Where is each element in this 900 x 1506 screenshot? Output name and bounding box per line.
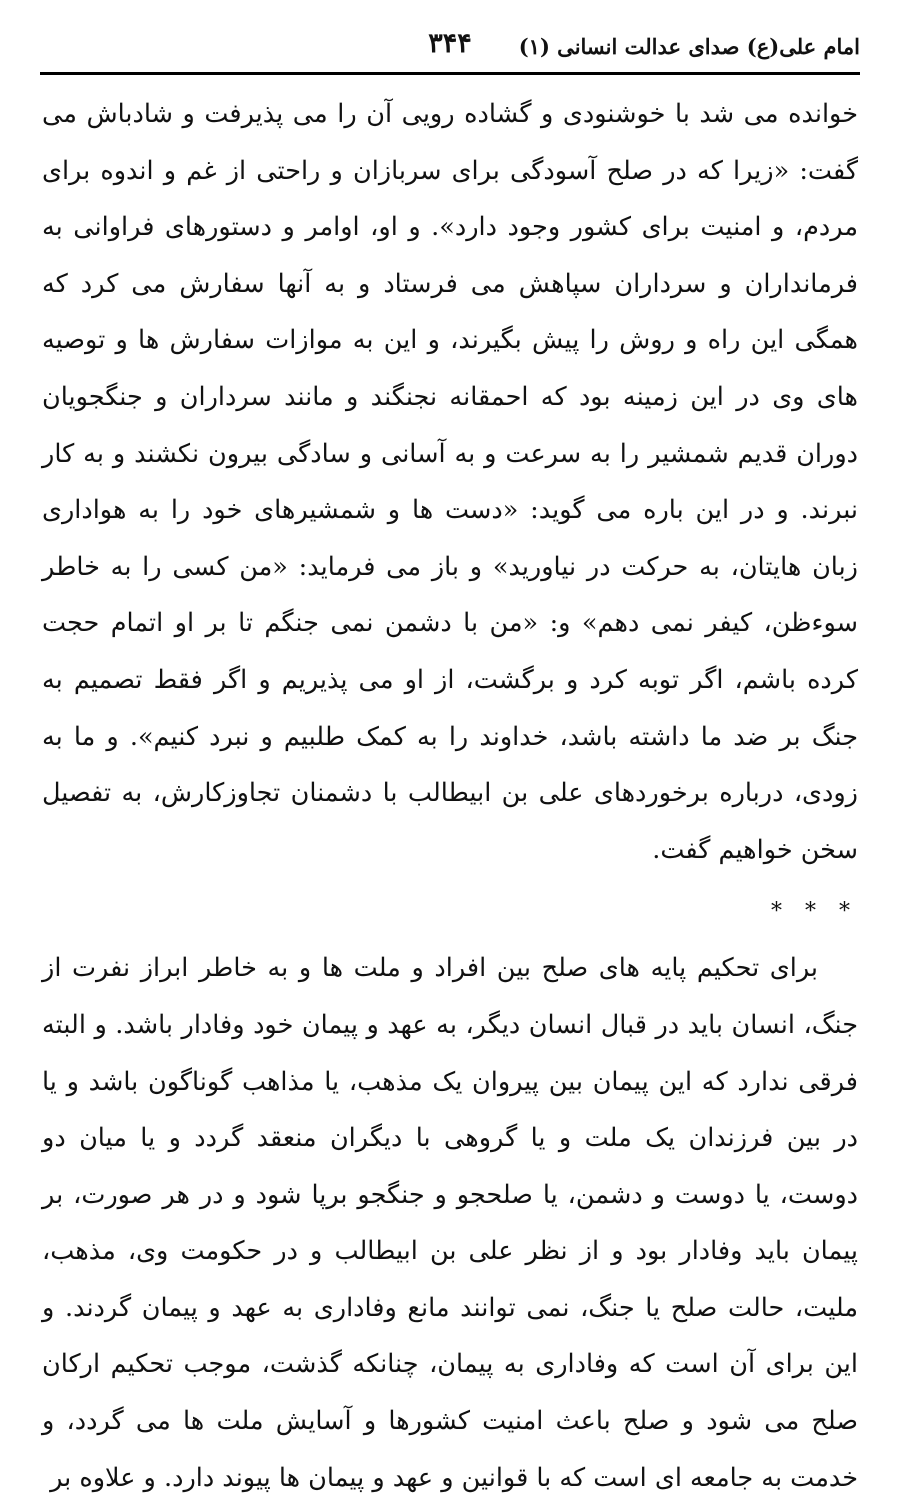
page-number: ۳۴۴ <box>428 28 472 59</box>
paragraph-2: برای تحکیم پایه های صلح بین افراد و ملت ها و به خاطر ابراز نفرت از جنگ، انسان باید در قبال انسان دیگر، به عهد و پیمان خود وفادار باشد. و البته فرقی ندارد که این پیمان بین پیروان یک مذهب، یا مذاهب گوناگون باشد و یا در بین فرزندان یک ملت و یا گروهی با دیگران منعقد گردد و یا میان دو دوست، یا دوست و دشمن، یا صلحجو و جنگجو برپا شود و در هر صورت، بر پیمان باید وفادار بود و از نظر علی بن ابیطالب و در حکومت وی، مذهب، ملیت، حالت صلح یا جنگ، نمی توانند مانع وفاداری به عهد و پیمان گردند. و این برای آن است که وفاداری به پیمان، چنانکه گذشت، موجب تحکیم ارکان صلح می شود و صلح باعث امنیت کشورها و آسایش ملت ها می گردد، و خدمت به جامعه ای است که با قوانین و عهد و پیمان ها پیوند دارد. و علاوه بر <box>42 953 858 1493</box>
book-title: امام علی(ع) صدای عدالت انسانی (۱) <box>518 34 860 59</box>
page-header <box>40 28 860 68</box>
section-separator: * * * <box>771 899 858 925</box>
header-divider <box>40 72 860 75</box>
paragraph-1: خوانده می شد با خوشنودی و گشاده رویی آن را می پذیرفت و شادباش می گفت: «زیرا که در صلح آسودگی برای سربازان و راحتی از غم و اندوه برای مردم، و امنیت برای کشور وجود دارد». و او، اوامر و دستورهای فراوانی به فرمانداران و سرداران سپاهش می فرستاد و به آنها سفارش می کرد که همگی این راه و روش را پیش بگیرند، و این به موازات سفارش ها و توصیه های وی در این زمینه بود که احمقانه نجنگند و مانند سرداران و جنگجویان دوران قدیم شمشیر را به سرعت و به آسانی و سادگی بیرون نکشند و به کار نبرند. و در این باره می گوید: «دست ها و شمشیرهای خود را به هواداری زبان هایتان، به حرکت در نیاورید» و باز می فرماید: «من کسی را به خاطر سوءظن، کیفر نمی دهم» و: «من با دشمن نمی جنگم تا بر او اتمام حجت کرده باشم، اگر توبه کرد و برگشت، از او می پذیریم و اگر فقط تصمیم به جنگ بر ضد ما داشته باشد، خداوند را به کمک طلبیم و نبرد کنیم». و ما به زودی، درباره برخوردهای علی بن ابیطالب با دشمنان تجاوزکارش، به تفصیل سخن خواهیم گفت. <box>42 99 858 865</box>
page-body <box>42 86 858 1493</box>
